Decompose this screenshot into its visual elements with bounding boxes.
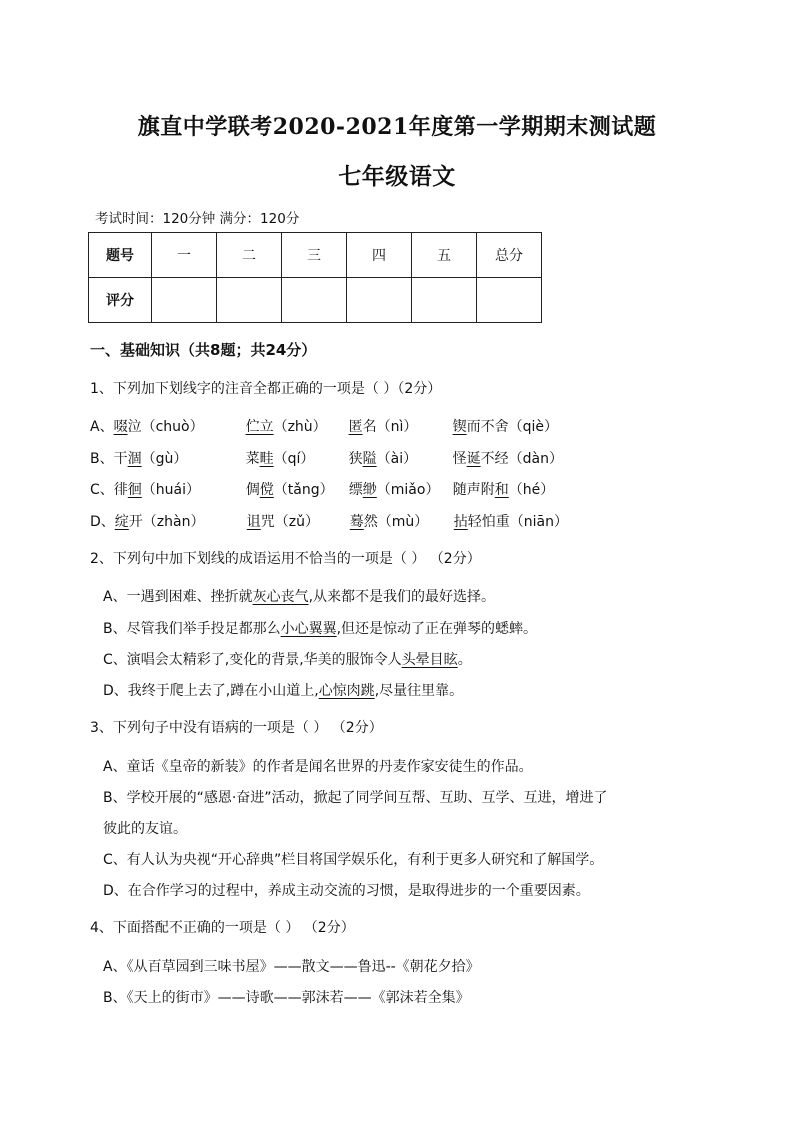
score-table-col: 一 <box>152 233 217 278</box>
score-table <box>88 232 542 323</box>
score-table-col: 二 <box>217 233 282 278</box>
question-2-option-b: B、尽管我们举手投足都那么小心翼翼,但还是惊动了正在弹琴的蟋蟀。 <box>103 621 538 637</box>
score-table-row-label: 题号 <box>89 233 152 278</box>
score-cell[interactable] <box>152 278 217 323</box>
score-cell[interactable] <box>347 278 412 323</box>
question-2-option-c: C、演唱会太精彩了,变化的背景,华美的服饰令人头晕目眩。 <box>103 652 472 668</box>
question-3-option-c: C、有人认为央视“开心辞典”栏目将国学娱乐化，有利于更多人研究和了解国学。 <box>103 852 604 868</box>
question-1-option-a: A、啜泣（chuò） 伫立（zhù） 匿名（nì） 锲而不舍（qiè） <box>90 419 558 435</box>
score-table-header-row <box>89 233 542 278</box>
question-1-stem: 1、下列加下划线字的注音全都正确的一项是（ ）（2分） <box>90 381 442 397</box>
score-table-col: 四 <box>347 233 412 278</box>
question-3-option-d: D、在合作学习的过程中，养成主动交流的习惯，是取得进步的一个重要因素。 <box>103 883 590 899</box>
exam-subtitle: 七年级语文 <box>338 163 456 190</box>
question-3-option-b: B、学校开展的“感恩·奋进”活动，掀起了同学间互帮、互助、互学、互进，增进了 <box>103 790 608 806</box>
question-3-stem: 3、下列句子中没有语病的一项是（ ） （2分） <box>90 720 383 736</box>
score-table-col: 五 <box>412 233 477 278</box>
question-1-option-d: D、绽开（zhàn） 诅咒（zǔ） 蓦然（mù） 拈轻怕重（niān） <box>90 514 568 530</box>
question-1-option-c: C、徘徊（huái） 倜傥（tǎng） 缥缈（miǎo） 随声附和（hé） <box>90 482 555 498</box>
question-3-option-a: A、童话《皇帝的新装》的作者是闻名世界的丹麦作家安徒生的作品。 <box>103 759 533 775</box>
score-cell[interactable] <box>217 278 282 323</box>
score-table-col: 总分 <box>477 233 542 278</box>
score-table-row-label: 评分 <box>89 278 152 323</box>
section-heading: 一、基础知识（共8题；共24分） <box>90 341 317 359</box>
question-2-stem: 2、下列句中加下划线的成语运用不恰当的一项是（ ） （2分） <box>90 551 481 567</box>
question-4-option-b: B、《天上的街市》——诗歌——郭沫若——《郭沫若全集》 <box>103 990 470 1006</box>
score-table-col: 三 <box>282 233 347 278</box>
question-3-option-b-cont: 彼此的友谊。 <box>103 821 187 837</box>
question-1-option-b: B、干涸（gù） 菜畦（qí） 狭隘（ài） 怪诞不经（dàn） <box>90 451 563 467</box>
score-cell[interactable] <box>282 278 347 323</box>
score-cell[interactable] <box>477 278 542 323</box>
question-2-option-d: D、我终于爬上去了,蹲在小山道上,心惊肉跳,尽量往里靠。 <box>103 683 464 699</box>
score-cell[interactable] <box>412 278 477 323</box>
question-2-option-a: A、一遇到困难、挫折就灰心丧气,从来都不是我们的最好选择。 <box>103 589 496 605</box>
question-4-stem: 4、下面搭配不正确的一项是（ ） （2分） <box>90 920 355 936</box>
score-table-score-row <box>89 278 542 323</box>
exam-info: 考试时间：120分钟 满分：120分 <box>95 211 300 227</box>
question-4-option-a: A、《从百草园到三味书屋》——散文——鲁迅--《朝花夕拾》 <box>103 959 480 975</box>
exam-title: 旗直中学联考2020-2021年度第一学期期末测试题 <box>137 114 657 140</box>
